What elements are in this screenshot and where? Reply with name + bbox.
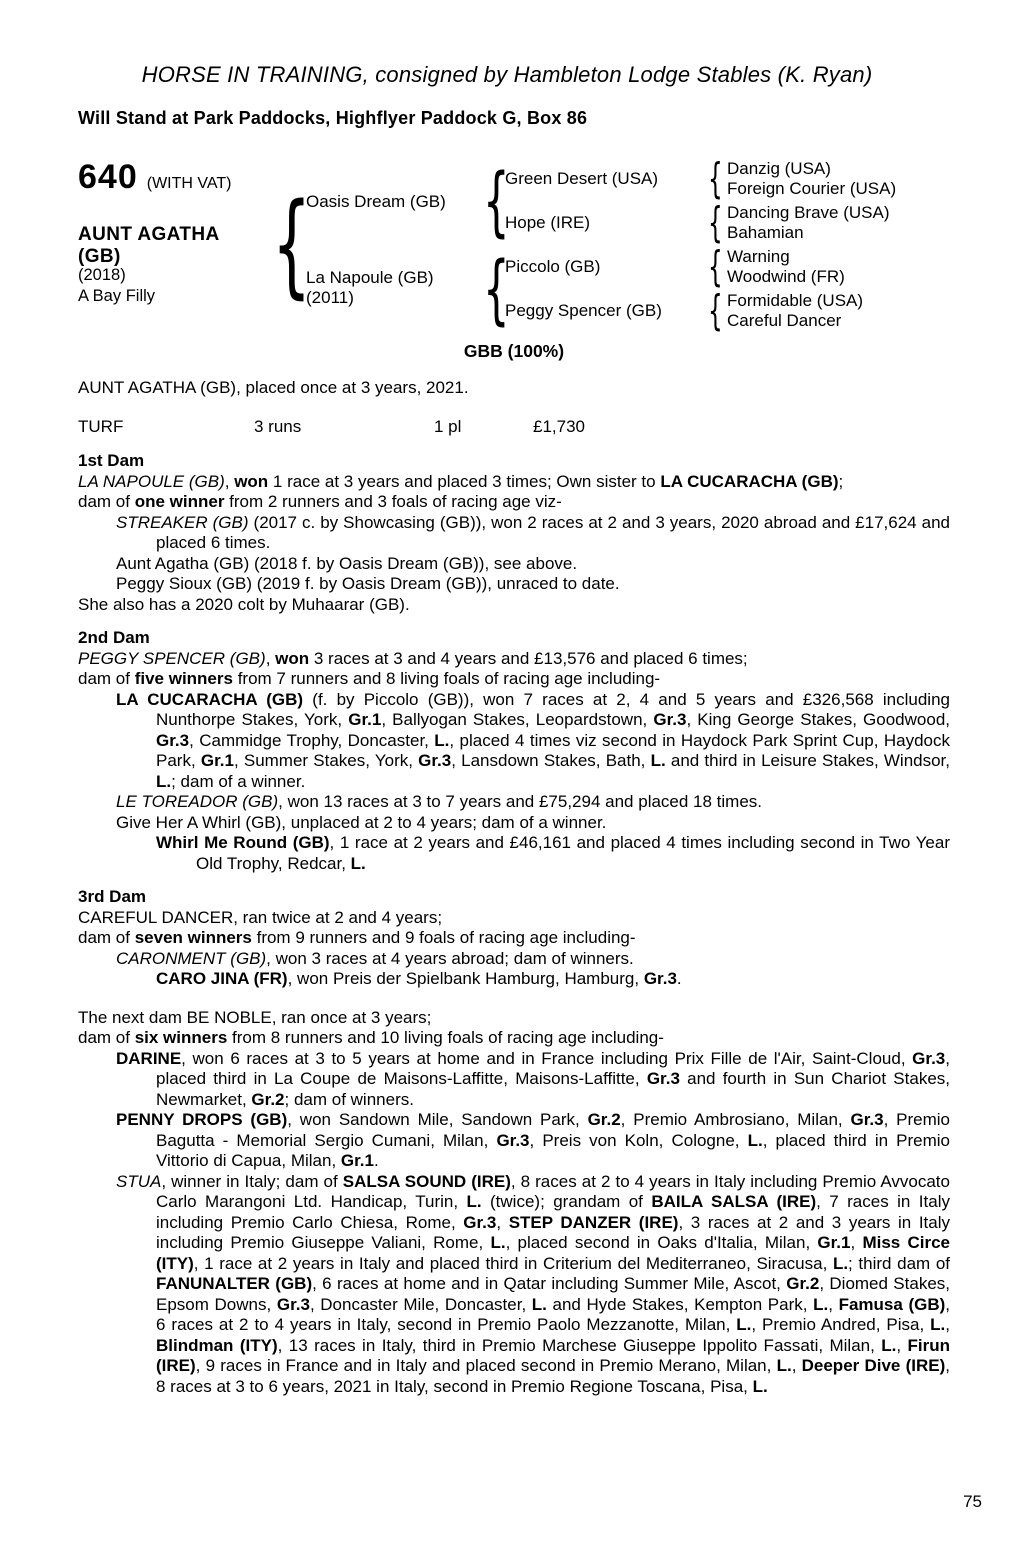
first-dam-paragraph: dam of one winner from 2 runners and 3 foals of racing age viz- [78, 492, 562, 511]
dam-sire-name: Piccolo (GB) [505, 257, 601, 276]
lot-number: 640 [78, 158, 138, 196]
race-placings: 1 pl [434, 417, 462, 436]
premium-scheme-label: GBB (100%) [463, 341, 565, 361]
second-dam-paragraph: PEGGY SPENCER (GB), won 3 races at 3 and 4 years and £13,576 and placed 6 times; [78, 648, 748, 668]
race-record-row [78, 417, 950, 438]
pedigree-brace-dam: { [483, 244, 510, 333]
first-dam-paragraph: Peggy Sioux (GB) (2019 f. by Oasis Dream (GB)), unraced to date. [116, 574, 620, 593]
race-surface: TURF [78, 417, 124, 436]
gg-dam-dam-dam: Careful Dancer [727, 311, 842, 330]
horse-name: AUNT AGATHA [78, 224, 220, 245]
pedigree-brace-gg1: { [708, 154, 723, 203]
second-dam-paragraph: dam of five winners from 7 runners and 8 living foals of racing age including- [78, 669, 661, 688]
pedigree-brace-main: { [272, 180, 312, 310]
lot-vat-note: (WITH VAT) [146, 175, 232, 192]
second-dam-paragraph: LA CUCARACHA (GB) (f. by Piccolo (GB)), won 7 races at 2, 4 and 5 years and £326,568 including Nunthorpe Stakes, York, Gr.1, Ballyogan Stakes, Leopardstown, Gr.3, King George Stakes, Goodwood, Gr.3, Cammidge Trophy, Doncaster, L., placed 4 times viz second in Haydock Park Sprint Cup, Haydock Park, Gr.1, Summer Stakes, York, Gr.3, Lansdown Stakes, Bath, L. and third in Leisure Stakes, Windsor, L.; dam of a winner. [116, 689, 951, 791]
second-dam-paragraph: LE TOREADOR (GB), won 13 races at 3 to 7 years and £75,294 and placed 18 times. [116, 792, 763, 811]
next-dam-paragraph: The next dam BE NOBLE, ran once at 3 years; [78, 1007, 432, 1027]
sire-name: Oasis Dream (GB) [306, 192, 446, 211]
catalogue-text [78, 341, 950, 1397]
first-dam-paragraph: LA NAPOULE (GB), won 1 race at 3 years and placed 3 times; Own sister to LA CUCARACHA (GB); [78, 471, 844, 491]
first-dam-paragraph: She also has a 2020 colt by Muhaarar (GB). [78, 594, 410, 614]
second-dam-paragraph: Whirl Me Round (GB), 1 race at 2 years and £46,161 and placed 4 times including second in Two Year Old Trophy, Redcar, L. [156, 833, 950, 873]
pedigree-brace-gg4: { [708, 286, 723, 335]
gg-dam-dam-sire: Formidable (USA) [727, 291, 864, 310]
horse-country: (GB) [78, 246, 121, 267]
race-record-summary: AUNT AGATHA (GB), placed once at 3 years, 2021. [78, 377, 469, 397]
third-dam-paragraph: 3rd Dam [78, 887, 147, 906]
dam-name: La Napoule (GB) [306, 268, 434, 287]
dam-sections [78, 451, 950, 1397]
dam-year: (2011) [306, 288, 354, 307]
third-dam-paragraph: dam of seven winners from 9 runners and 9 foals of racing age including- [78, 928, 636, 947]
gg-sire-sire-sire: Danzig (USA) [727, 159, 831, 178]
next-dam-paragraph: STUA, winner in Italy; dam of SALSA SOUND (IRE), 8 races at 2 to 4 years in Italy including Premio Avvocato Carlo Marangoni Ltd. Handicap, Turin, L. (twice); grandam of BAILA SALSA (IRE), 7 races in Italy including Premio Carlo Chiesa, Rome, Gr.3, STEP DANZER (IRE), 3 races at 2 and 3 years in Italy including Premio Giuseppe Valiani, Rome, L., placed second in Oaks d'Italia, Milan, Gr.1, Miss Circe (ITY), 1 race at 2 years in Italy and placed third in Criterium del Mediterraneo, Siracusa, L.; third dam of FANUNALTER (GB), 6 races at home and in Qatar including Summer Mile, Ascot, Gr.2, Diomed Stakes, Epsom Downs, Gr.3, Doncaster Mile, Doncaster, L. and Hyde Stakes, Kempton Park, L., Famusa (GB), 6 races at 2 to 4 years in Italy, second in Premio Paolo Mezzanotte, Milan, L., Premio Andred, Pisa, L., Blindman (ITY), 13 races in Italy, third in Premio Marchese Giuseppe Ippolito Fassati, Milan, L., Firun (IRE), 9 races in France and in Italy and placed second in Premio Merano, Milan, L., Deeper Dive (IRE), 8 races at 3 to 6 years, 2021 in Italy, second in Premio Regione Toscana, Pisa, L. [116, 1171, 951, 1396]
sire-dam-name: Hope (IRE) [505, 213, 591, 232]
race-runs: 3 runs [254, 417, 302, 436]
first-dam-paragraph: 1st Dam [78, 451, 145, 470]
gg-sire-dam-sire: Dancing Brave (USA) [727, 203, 890, 222]
horse-description: A Bay Filly [78, 287, 156, 305]
first-dam-paragraph: STREAKER (GB) (2017 c. by Showcasing (GB)), won 2 races at 2 and 3 years, 2020 abroad and £17,624 and placed 6 times. [116, 512, 950, 552]
next-dam-paragraph: dam of six winners from 8 runners and 10 living foals of racing age including- [78, 1028, 664, 1047]
next-dam-paragraph: DARINE, won 6 races at 3 to 5 years at home and in France including Prix Fille de l'Air, Saint-Cloud, Gr.3, placed third in La Coupe de Maisons-Laffitte, Maisons-Laffitte, Gr.3 and fourth in Sun Chariot Stakes, Newmarket, Gr.2; dam of winners. [116, 1048, 950, 1109]
page-number: 75 [963, 1492, 982, 1511]
gg-dam-sire-dam: Woodwind (FR) [727, 267, 845, 286]
first-dam-paragraph: Aunt Agatha (GB) (2018 f. by Oasis Dream (GB)), see above. [116, 553, 578, 573]
second-dam-paragraph: 2nd Dam [78, 628, 150, 647]
horse-year: (2018) [78, 266, 126, 284]
pedigree-brace-sire: { [483, 156, 510, 245]
stand-location: Will Stand at Park Paddocks, Highflyer Paddock G, Box 86 [78, 108, 588, 128]
gg-dam-sire-sire: Warning [727, 247, 790, 266]
dam-dam-name: Peggy Spencer (GB) [505, 301, 662, 320]
pedigree-table [0, 0, 1024, 345]
third-dam-paragraph: CARONMENT (GB), won 3 races at 4 years abroad; dam of winners. [116, 948, 634, 968]
lot-line [78, 158, 231, 197]
third-dam-paragraph: CAREFUL DANCER, ran twice at 2 and 4 years; [78, 907, 443, 927]
pedigree-brace-gg3: { [708, 242, 723, 291]
sire-sire-name: Green Desert (USA) [505, 169, 659, 188]
gg-sire-dam-dam: Bahamian [727, 223, 804, 242]
gg-sire-sire-dam: Foreign Courier (USA) [727, 179, 897, 198]
consignor-title: HORSE IN TRAINING, consigned by Hambleton Lodge Stables (K. Ryan) [141, 62, 873, 87]
third-dam-paragraph: CARO JINA (FR), won Preis der Spielbank Hamburg, Hamburg, Gr.3. [156, 969, 682, 988]
race-earnings: £1,730 [533, 417, 585, 436]
pedigree-brace-gg2: { [708, 198, 723, 247]
next-dam-paragraph: PENNY DROPS (GB), won Sandown Mile, Sandown Park, Gr.2, Premio Ambrosiano, Milan, Gr.3, Premio Bagutta - Memorial Sergio Cumani, Milan, Gr.3, Preis von Koln, Cologne, L., placed third in Premio Vittorio di Capua, Milan, Gr.1. [116, 1110, 950, 1170]
second-dam-paragraph: Give Her A Whirl (GB), unplaced at 2 to 4 years; dam of a winner. [116, 812, 607, 832]
